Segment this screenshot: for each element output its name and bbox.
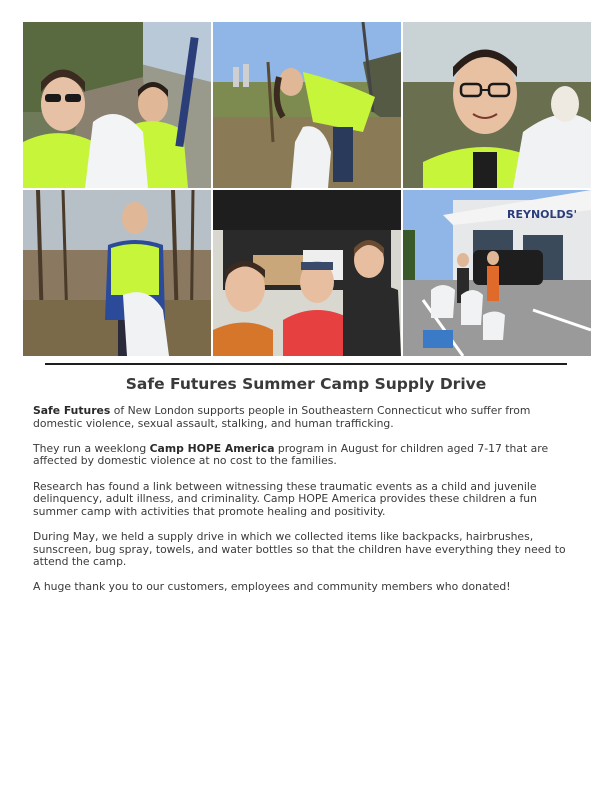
photo-collage xyxy=(23,22,591,356)
store-sign: REYNOLDS' xyxy=(507,208,577,221)
paragraph-2 xyxy=(33,443,579,468)
paragraph-1 xyxy=(33,405,579,430)
safe-futures-bold: Safe Futures xyxy=(33,404,111,417)
paragraph-2-text-b: program in August for children aged 7-17 that are affected by domestic violence at no cost to the families. xyxy=(33,441,549,468)
divider-rule xyxy=(45,363,567,365)
paragraph-2-text-a: They run a weeklong xyxy=(33,441,150,455)
camp-hope-bold: Camp HOPE America xyxy=(149,441,275,455)
paragraph-3: Research has found a link between witnessing these traumatic events as a child and juvenile delinquency, adult illness, and criminality. Camp HOPE America provides these children a fun summer camp with activities that promote healing and positivity. xyxy=(33,479,537,518)
article-body xyxy=(33,405,579,607)
photo-smiling-volunteer xyxy=(403,22,591,188)
paragraph-5: A huge thank you to our customers, employees and community members who donated! xyxy=(33,580,511,594)
photo-trunk-supplies xyxy=(213,190,401,356)
photo-store-front xyxy=(403,190,591,356)
paragraph-4: During May, we held a supply drive in which we collected items like backpacks, hairbrushes, sunscreen, bug spray, towels, and water bottles so that the children have everything they need to attend the camp. xyxy=(33,529,566,569)
photo-woods-volunteer xyxy=(23,190,211,356)
paragraph-1-text: of New London supports people in Southeastern Connecticut who suffer from domestic violence, sexual assault, stalking, and human trafficking. xyxy=(33,404,531,430)
page-title: Safe Futures Summer Camp Supply Drive xyxy=(125,375,487,393)
photo-roadside-cleanup xyxy=(213,22,401,188)
photo-volunteers-selfie xyxy=(23,22,211,188)
